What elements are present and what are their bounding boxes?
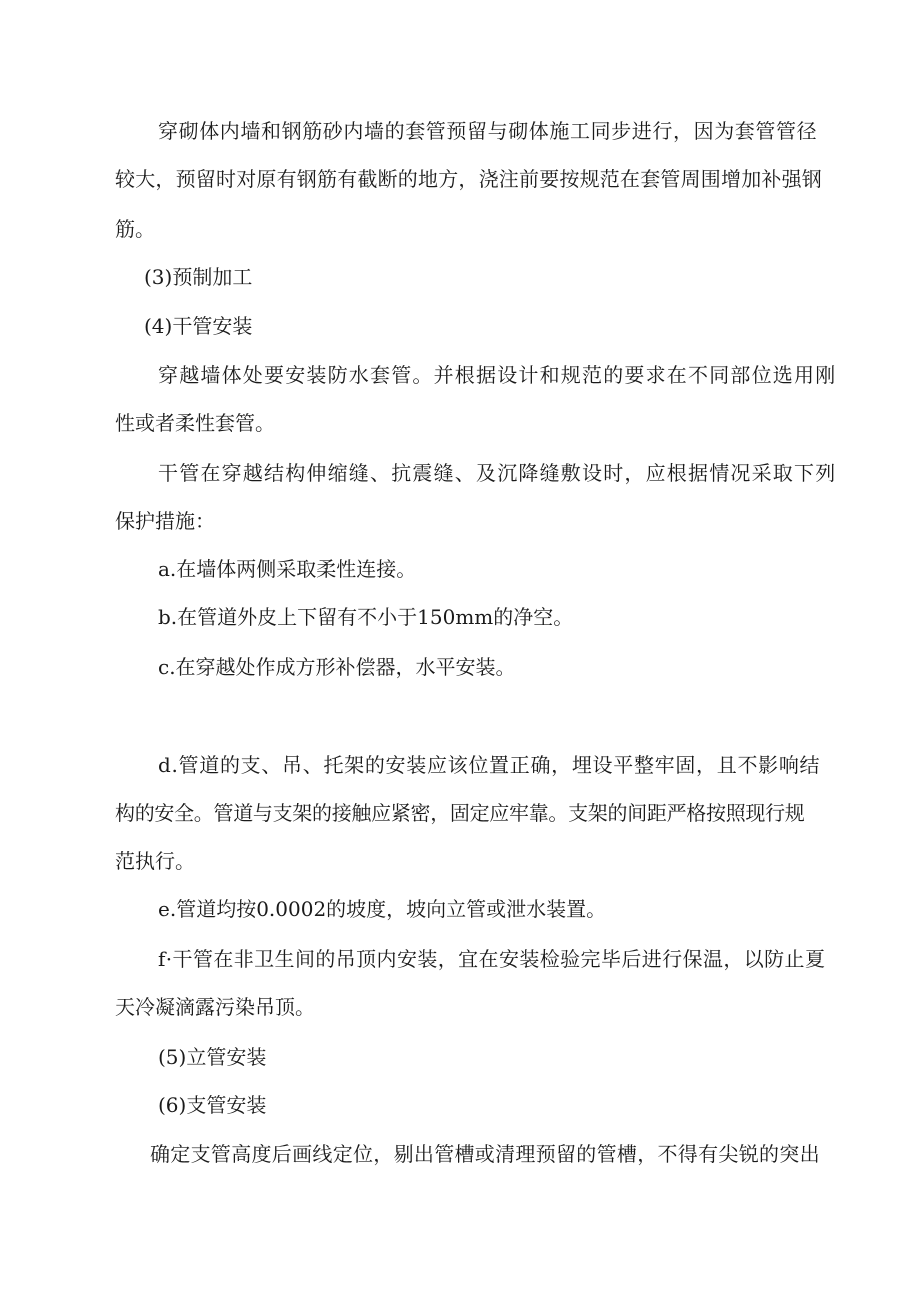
list-item-text: 天冷凝滴露污染吊顶。 [115,995,315,1019]
text-line: 保护措施： [115,509,215,533]
list-item-text: e.管道均按0.0002的坡度，坡向立管或泄水装置。 [158,897,607,921]
list-item-text: 构的安全。管道与支架的接触应紧密，固定应牢靠。支架的间距严格按照现行规 [115,801,805,825]
list-item-text: 范执行。 [115,849,195,873]
section-heading: (3)预制加工 [144,265,253,289]
text-line: 干管在穿越结构伸缩缝、抗震缝、及沉降缝敷设时，应根据情况采取下列 [158,461,837,485]
text-line: 筋。 [115,217,155,241]
list-item-text: f·干管在非卫生间的吊顶内安装，宜在安装检验完毕后进行保温，以防止夏 [158,947,826,971]
text-line: 较大，预留时对原有钢筋有截断的地方，浇注前要按规范在套管周围增加补强钢 [115,167,822,191]
text-line: 确定支管高度后画线定位，剔出管槽或清理预留的管槽，不得有尖锐的突出 [150,1142,820,1166]
list-item-text: c.在穿越处作成方形补偿器，水平安装。 [158,655,516,679]
text-line: 性或者柔性套管。 [115,411,275,435]
text-line: 穿越墙体处要安装防水套管。并根据设计和规范的要求在不同部位选用刚 [158,363,837,387]
text-line: 穿砌体内墙和钢筋砂内墙的套管预留与砌体施工同步进行，因为套管管径 [158,119,818,143]
section-heading: (6)支管安装 [158,1093,267,1117]
section-heading: (4)干管安装 [144,314,253,338]
list-item-text: d.管道的支、吊、托架的安装应该位置正确，埋设平整牢固，且不影响结 [158,753,821,777]
list-item-text: a.在墙体两侧采取柔性连接。 [158,557,417,581]
section-heading: (5)立管安装 [158,1045,267,1069]
list-item-text: b.在管道外皮上下留有不小于150mm的净空。 [158,605,574,629]
